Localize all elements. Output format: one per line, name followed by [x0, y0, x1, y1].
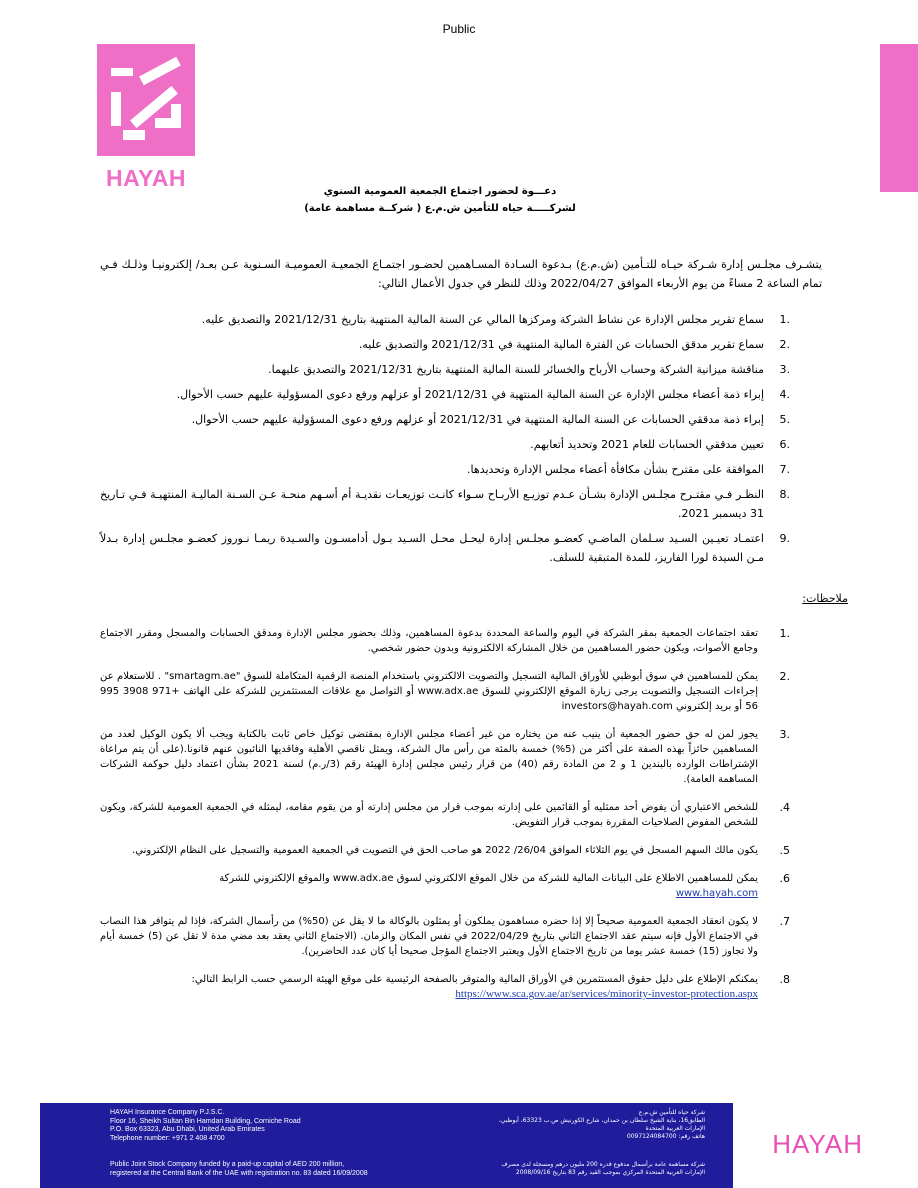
note-text: لا يكون انعقاد الجمعية العمومية صحيحاً إلا إذا حضره مساهمون يملكون أو يمثلون بالوكالة ما لا يقل عن (50%) من رأسمال الشركة، فإذا لم يتوافر هذا النصاب في الاجتماع الأول فإنه سيتم عقد الاجتماع الثاني بتاريخ 2022/04/29 في نفس المكان والزمان. (الاجتماع الثاني يعقد بعد مضي مدة لا تقل عن (5) خمسة أيام ولا تجاوز (15) خمسة عشر يوما من تاريخ الاجتماع الأول ويعتبر الاجتماع المؤجل صحيحا أيا كان عدد الحاضرين).: [100, 916, 758, 957]
footer-line: registered at the Central Bank of the UAE with registration no. 83 dated 16/09/2008: [110, 1169, 368, 1177]
title-line-1: دعـــوة لحضور اجتماع الجمعية العمومية السنوي: [323, 186, 557, 197]
agenda-item: [100, 385, 790, 404]
hayah-logo: [97, 44, 195, 192]
intro-paragraph: يتشـرف مجلـس إدارة شـركة حيـاه للتـأمين (ش.م.ع) بـدعوة السـادة المسـاهمين لحضـور اجتمـاع الجمعيـة العموميـة السـنوية عـن بعـد/ إلكترونيـا وذلـك فـي تمام الساعة 2 مساءً من يوم الأربعاء الموافق 2022/04/27 وذلك للنظر في جدول الأعمال التالي:: [100, 258, 822, 290]
agenda-item-number: 2.: [779, 338, 790, 351]
agenda-item: [100, 360, 790, 379]
agenda-item-number: 4.: [779, 388, 790, 401]
agenda-item-text: الموافقة على مقترح بشأن مكافأة أعضاء مجلس الإدارة وتحديدها.: [467, 463, 764, 476]
agenda-item-number: 1.: [779, 313, 790, 326]
footer-address-ar: [450, 1109, 705, 1141]
note-text: [100, 972, 758, 1002]
agenda-item: [100, 335, 790, 354]
agenda-item-text: سماع تقرير مجلس الإدارة عن نشاط الشركة ومركزها المالي عن السنة المالية المنتهية بتاريخ 2021/12/31 والتصديق عليه.: [201, 313, 764, 326]
sca-link[interactable]: https://www.sca.gov.ae/ar/services/minority-investor-protection.aspx: [455, 988, 758, 1000]
note-text: يكون مالك السهم المسجل في يوم الثلاثاء الموافق 26/04/ 2022 هو صاحب الحق في التصويت في الجمعية العمومية والتسجيل على النظام الإلكتروني.: [132, 845, 758, 856]
note-number: 1.: [779, 627, 790, 640]
footer-registration-ar: [450, 1161, 705, 1177]
footer-line: الإمارات العربية المتحدة: [645, 1125, 705, 1132]
note-item: [100, 727, 790, 787]
pink-accent-bar: [880, 44, 918, 192]
svg-text:HAYAH: HAYAH: [105, 165, 187, 191]
note-number: .6: [779, 872, 790, 885]
agenda-item-text: إبراء ذمة مدققي الحسابات عن السنة المالية المنتهية في 2021/12/31 أو عزلهم ورفع دعوى المسؤولية عليهم حسب الأحوال.: [191, 413, 764, 426]
note-number: .4: [779, 801, 790, 814]
note-number: .5: [779, 844, 790, 857]
footer-line: الطابق16، بناية الشيخ سلطان بن حمدان، شارع الكورنيش ص.ب 63323، أبوظبي،: [498, 1117, 705, 1124]
agenda-item-number: 8.: [779, 488, 790, 501]
agenda-list: [100, 310, 790, 573]
agenda-item: [100, 310, 790, 329]
footer-line: HAYAH Insurance Company P.J.S.C.: [110, 1109, 225, 1116]
agenda-item-text: النظـر فـي مقتـرح مجلـس الإدارة بشـأن عـدم توزيـع الأربـاح سـواء كانـت توزيعـات نقديـة أم أسـهم منحـة عـن السـنة الماليـة المنتهيـة فـي تـاريخ 31 ديسمبر 2021.: [100, 488, 764, 520]
footer-line: P.O. Box 63323, Abu Dhabi, United Arab Emirates: [110, 1126, 265, 1134]
footer-line: هاتف رقم: 0097124084700: [626, 1133, 705, 1140]
hayah-website-link[interactable]: www.hayah.com: [675, 888, 758, 899]
note-item: [100, 972, 790, 1002]
agenda-item-number: 5.: [779, 413, 790, 426]
footer-logo-box: [733, 1103, 878, 1188]
note-text: يمكن للمساهمين في سوق أبوظبي للأوراق المالية التسجيل والتصويت الالكتروني باستخدام المنصة الرقمية المتكاملة للسوق "smartagm.ae" . للاستعلام عن إجراءات التسجيل والتصويت يرجى زيارة الموقع الإلكتروني للسوق www.adx.ae أو التواصل مع علاقات المستثمرين للشركة على الهاتف +971 3908 995 56 أو بريد إلكتروني investors@hayah.com: [100, 671, 758, 712]
note-item: [100, 871, 790, 901]
footer-line: شركة حياه للتأمين ش.م.ع: [638, 1109, 705, 1116]
agenda-item-text: مناقشة ميزانية الشركة وحساب الأرباح والخسائر للسنة المالية المنتهية بتاريخ 2021/12/31 والتصديق عليهما.: [268, 363, 764, 376]
agenda-item-text: إبراء ذمة أعضاء مجلس الإدارة عن السنة المالية المنتهية في 2021/12/31 أو عزلهم ورفع دعوى المسؤولية عليهم حسب الأحوال.: [176, 388, 764, 401]
note-item: [100, 669, 790, 714]
invitation-title: [300, 183, 580, 217]
note-number: .8: [779, 973, 790, 986]
footer-line: شركة مساهمة عامة برأسمال مدفوع قدره 200 مليون درهم ومسجلة لدى مصرف: [501, 1161, 705, 1168]
footer-line: Telephone number: +971 2 408 4700: [110, 1134, 225, 1142]
note-number: .7: [779, 915, 790, 928]
footer-logo: HAYAH: [772, 1129, 863, 1159]
agenda-item-number: 6.: [779, 438, 790, 451]
agenda-item: [100, 485, 790, 523]
note-item: [100, 800, 790, 830]
footer-line: الإمارات العربية المتحدة المركزي بموجب القيد رقم 83 بتاريخ 2008/09/16: [515, 1169, 705, 1176]
agenda-item-text: تعيين مدققي الحسابات للعام 2021 وتحديد أتعابهم.: [530, 438, 764, 451]
agenda-item: [100, 410, 790, 429]
notes-list: [100, 626, 790, 1002]
title-line-2: لشركـــــة حياه للتأمين ش.م.ع ( شركــة مساهمة عامة): [304, 203, 576, 214]
note-number: 2.: [779, 670, 790, 683]
agenda-item-number: 9.: [779, 532, 790, 545]
agenda-item-number: 3.: [779, 363, 790, 376]
agenda-item: [100, 460, 790, 479]
agenda-item: [100, 529, 790, 567]
note-body: يمكنكم الإطلاع على دليل حقوق المستثمرين في الأوراق المالية والمتوفر بالصفحة الرئيسية على موقع الهيئة الرسمي حسب الرابط التالي:: [191, 974, 758, 985]
footer-line: Floor 16, Sheikh Sultan Bin Hamdan Building, Corniche Road: [110, 1117, 301, 1125]
note-text: [100, 871, 758, 901]
notes-heading: ملاحظات:: [802, 592, 848, 605]
agenda-item-number: 7.: [779, 463, 790, 476]
note-item: [100, 843, 790, 858]
classification-label: Public: [442, 22, 476, 36]
footer: [40, 1103, 878, 1188]
agenda-item-text: اعتمـاد تعيـين السـيد سـلمان الماضـي كعضـو مجلـس إدارة ليحـل محـل السـيد بـول أدامسـون والسـيدة ريمـا نـوروز كعضـو مجلـس إدارة بـدلاً مـن السيدة لورا الفاريز، للمدة المتبقية للسلف.: [100, 532, 764, 564]
note-item: [100, 914, 790, 959]
note-body: يمكن للمساهمين الاطلاع على البيانات المالية للشركة من خلال الموقع الالكتروني لسوق www.adx.ae والموقع الإلكتروني للشركة: [219, 873, 758, 884]
note-item: [100, 626, 790, 656]
footer-line: Public Joint Stock Company funded by a paid-up capital of AED 200 million,: [110, 1161, 345, 1168]
agenda-item-text: سماع تقرير مدقق الحسابات عن الفترة المالية المنتهية في 2021/12/31 والتصديق عليه.: [358, 338, 764, 351]
footer-registration-en: [110, 1161, 368, 1178]
note-text: للشخص الاعتباري أن يفوض أحد ممثليه أو القائمين على إدارته بموجب قرار من مجلس إدارته أو من يقوم مقامه، ليمثله في الجمعية العمومية للشركة، ويكون للشخص المفوض الصلاحيات المقررة بموجب قرار التفويض.: [100, 802, 758, 828]
note-text: تعقد اجتماعات الجمعية بمقر الشركة في اليوم والساعة المحددة بدعوة المساهمين، وذلك بحضور مجلس الإدارة ومدقق الحسابات والمسجل ومقرر الاجتماع وجامع الأصوات، ويكون حضور المساهمين من خلال المشاركة الالكترونية وبدون حضور شخصي.: [100, 628, 758, 654]
footer-address-en: [110, 1109, 301, 1143]
agenda-item: [100, 435, 790, 454]
note-text: يجوز لمن له حق حضور الجمعية أن ينيب عنه من يختاره من غير أعضاء مجلس الإدارة بمقتضى توكيل خاص ثابت بالكتابة ويجب ألا يكون الوكيل لعدد من المساهمين حائزاً بهذه الصفة على أكثر من (5%) خمسة بالمئة من رأس مال الشركة، ويمثل ناقصي الأهلية وفاقديها النائبون عنهم قانونا.(على أن يتم مراعاة الإشتراطات الوارده بالبندين 1 و 2 من المادة رقم (40) من قرار رئيس مجلس إدارة الهيئة رقم (3/ر.م) لسنة 2021 بشأن اعتماد دليل حوكمة الشركات المساهمة العامة).: [100, 729, 759, 785]
note-number: 3.: [779, 728, 790, 741]
